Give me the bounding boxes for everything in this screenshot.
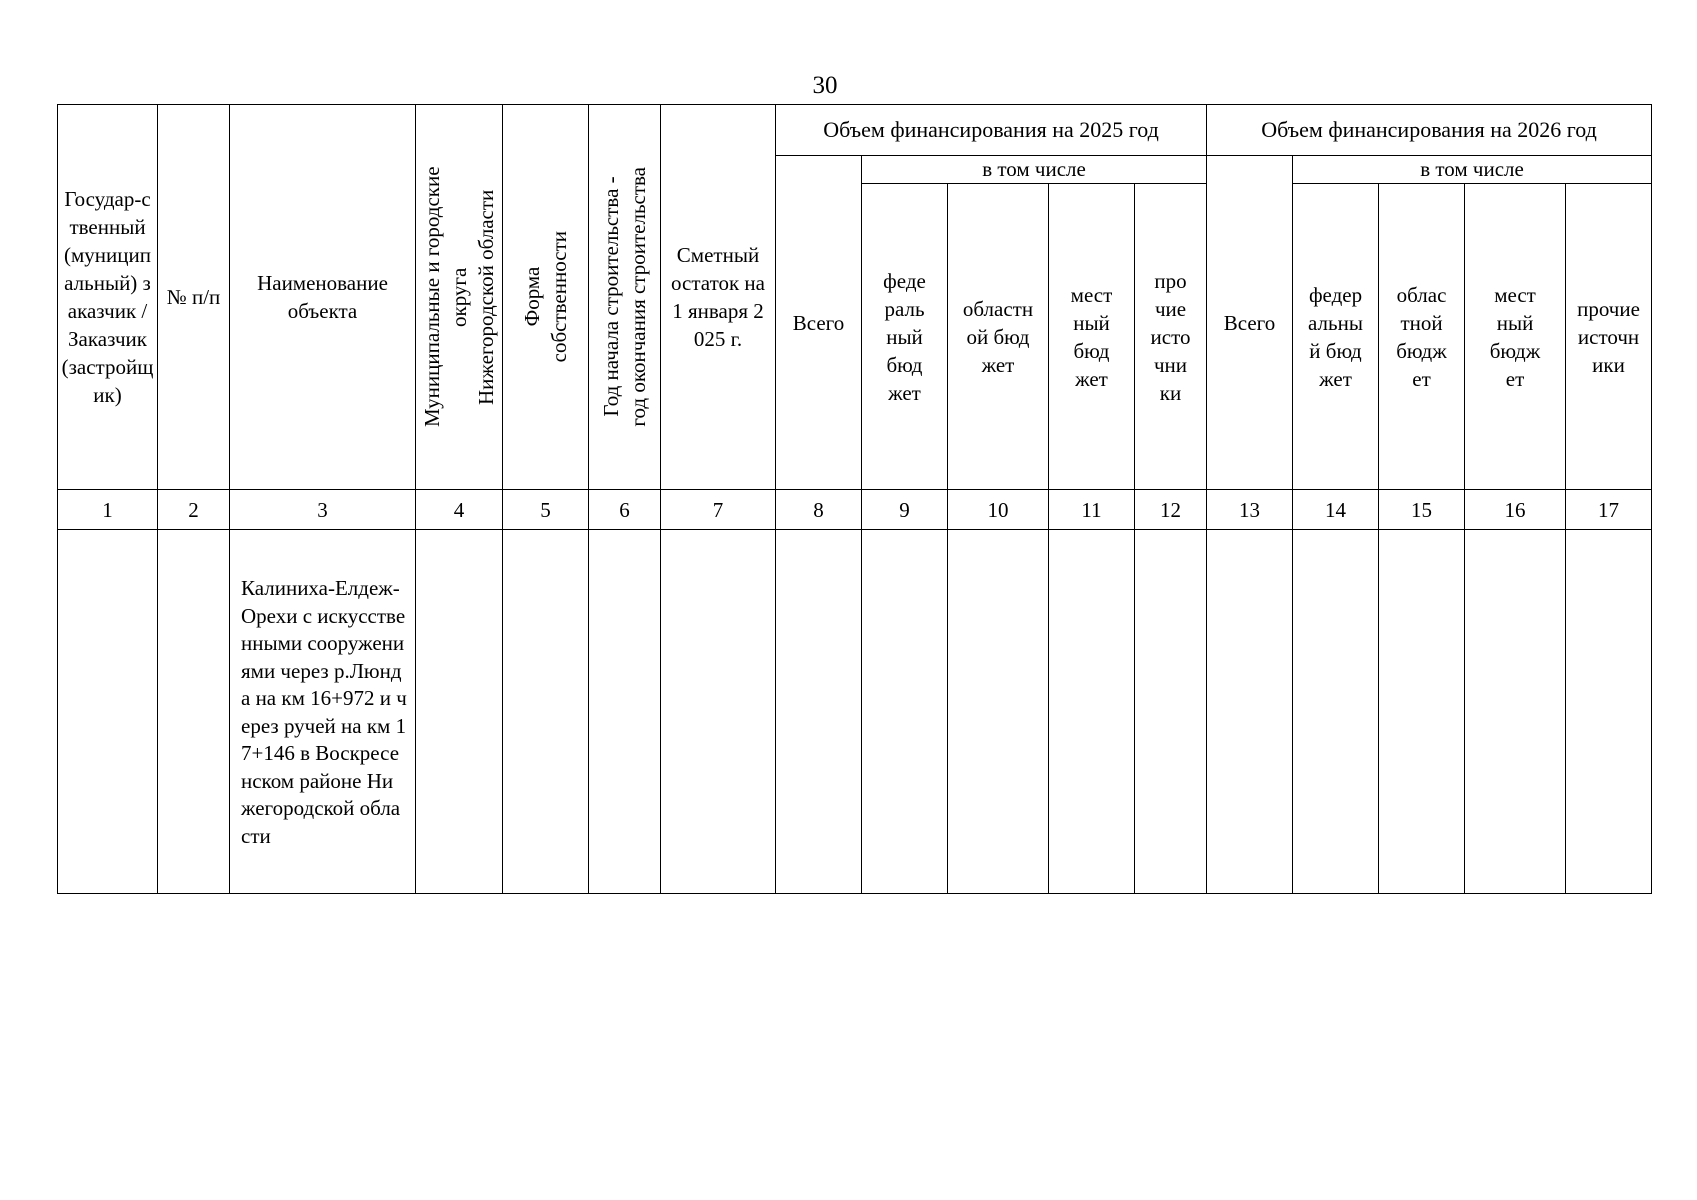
cell-ownership <box>503 530 589 894</box>
cell-object-name: Калиниха-Елдеж-Орехи с искусственными сооружениями через р.Люнда на км 16+972 и через ручей на км 17+146 в Воскресенском районе Нижегородской области <box>230 530 416 894</box>
header-regional-2026: областной бюджет <box>1379 184 1465 490</box>
column-number: 8 <box>776 490 862 530</box>
column-number: 17 <box>1566 490 1652 530</box>
column-number: 1 <box>58 490 158 530</box>
header-row-group <box>58 105 1652 156</box>
column-number: 11 <box>1049 490 1135 530</box>
cell-number <box>158 530 230 894</box>
financing-table <box>57 104 1652 894</box>
column-number: 16 <box>1465 490 1566 530</box>
header-number: № п/п <box>158 105 230 490</box>
table-row <box>58 530 1652 894</box>
cell-local-2025 <box>1049 530 1135 894</box>
cell-years <box>589 530 661 894</box>
cell-other-2026 <box>1566 530 1652 894</box>
header-financing-2025: Объем финансирования на 2025 год <box>776 105 1207 156</box>
cell-municipal <box>416 530 503 894</box>
header-total-2026: Всего <box>1207 156 1293 490</box>
header-federal-2026: федеральный бюджет <box>1293 184 1379 490</box>
cell-total-2025 <box>776 530 862 894</box>
column-number: 2 <box>158 490 230 530</box>
column-number: 6 <box>589 490 661 530</box>
header-years: Год начала строительства - год окончания строительства <box>589 105 661 490</box>
column-number: 5 <box>503 490 589 530</box>
header-local-2026: местный бюджет <box>1465 184 1566 490</box>
column-number: 3 <box>230 490 416 530</box>
header-including-2025: в том числе <box>862 156 1207 184</box>
column-number: 13 <box>1207 490 1293 530</box>
header-financing-2026: Объем финансирования на 2026 год <box>1207 105 1652 156</box>
cell-total-2026 <box>1207 530 1293 894</box>
header-other-2026: прочие источники <box>1566 184 1652 490</box>
cell-customer <box>58 530 158 894</box>
page-number: 30 <box>812 72 838 99</box>
header-ownership: Форма собственности <box>503 105 589 490</box>
column-number: 14 <box>1293 490 1379 530</box>
cell-regional-2026 <box>1379 530 1465 894</box>
column-number: 7 <box>661 490 776 530</box>
header-estimate-balance: Сметный остаток на 1 января 2025 г. <box>661 105 776 490</box>
cell-other-2025 <box>1135 530 1207 894</box>
header-regional-2025: областной бюджет <box>948 184 1049 490</box>
column-number: 4 <box>416 490 503 530</box>
column-number: 12 <box>1135 490 1207 530</box>
header-object-name: Наименование объекта <box>230 105 416 490</box>
column-number: 10 <box>948 490 1049 530</box>
header-including-2026: в том числе <box>1293 156 1652 184</box>
header-customer: Государ-ственный (муниципальный) заказчик / Заказчик (застройщик) <box>58 105 158 490</box>
header-local-2025: местный бюджет <box>1049 184 1135 490</box>
cell-local-2026 <box>1465 530 1566 894</box>
cell-federal-2026 <box>1293 530 1379 894</box>
header-municipal: Муниципальные и городские округа Нижегородской области <box>416 105 503 490</box>
header-total-2025: Всего <box>776 156 862 490</box>
header-other-2025: прочие источники <box>1135 184 1207 490</box>
header-row-numbers <box>58 490 1652 530</box>
cell-regional-2025 <box>948 530 1049 894</box>
column-number: 15 <box>1379 490 1465 530</box>
column-number: 9 <box>862 490 948 530</box>
header-federal-2025: федеральный бюджет <box>862 184 948 490</box>
cell-estimate-balance <box>661 530 776 894</box>
cell-federal-2025 <box>862 530 948 894</box>
